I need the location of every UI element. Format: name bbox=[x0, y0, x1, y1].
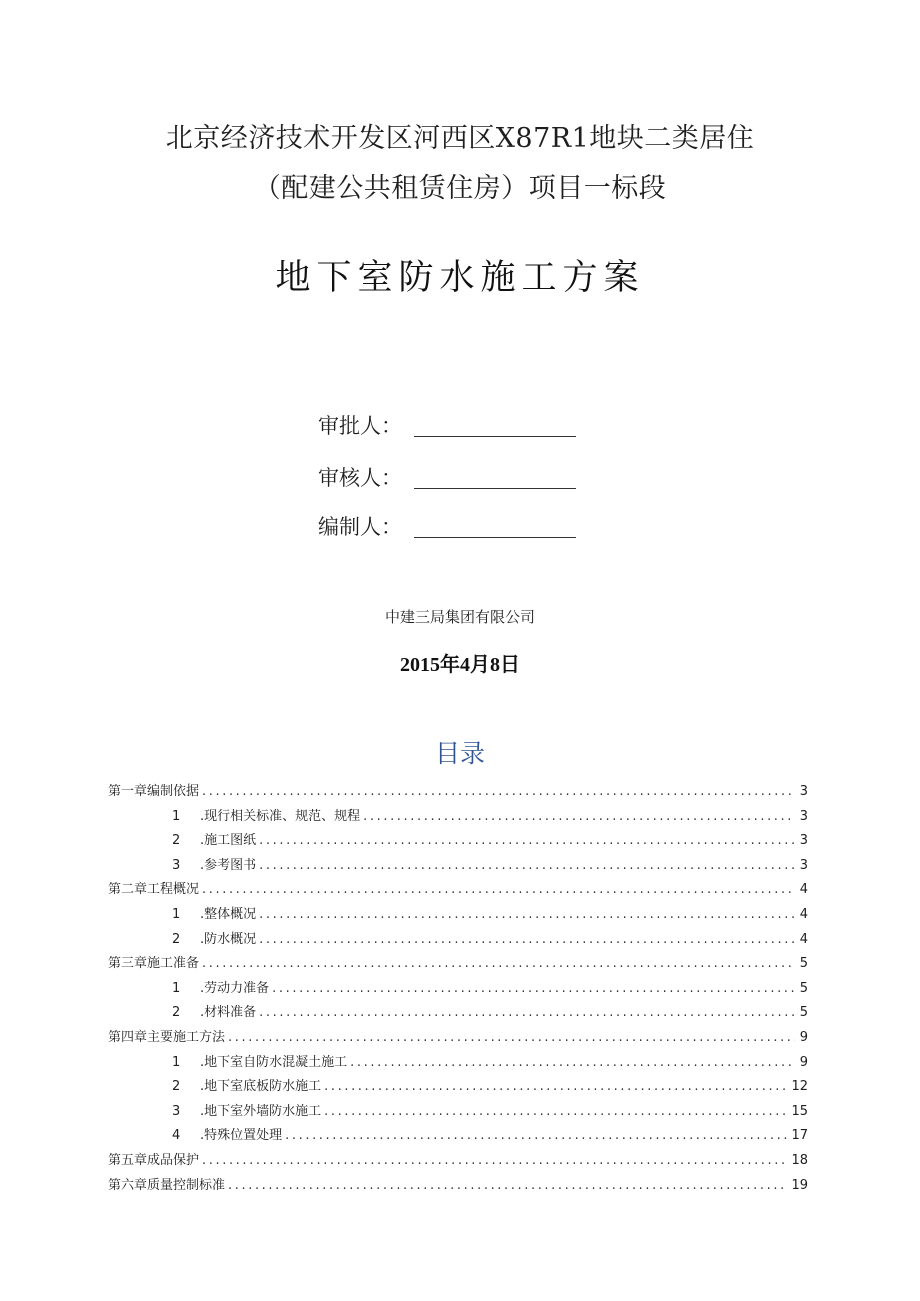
toc-entry-number: 3 bbox=[172, 1103, 181, 1119]
toc-entry-label: 第五章成品保护 bbox=[108, 1152, 200, 1168]
reviewer-signature-line bbox=[414, 488, 576, 489]
toc-entry-label: 第四章主要施工方法 bbox=[108, 1029, 226, 1045]
toc-dot-leader bbox=[285, 1128, 788, 1143]
toc-entry-label: 第二章工程概况 bbox=[108, 882, 200, 898]
toc-dot-leader bbox=[324, 1079, 788, 1094]
toc-entry-page: 5 bbox=[799, 1005, 808, 1021]
toc-dot-leader bbox=[324, 1104, 788, 1119]
toc-entry[interactable] bbox=[108, 829, 808, 854]
project-title-line-2: （配建公共租赁住房）项目一标段 bbox=[253, 173, 667, 204]
toc-entry-page: 9 bbox=[799, 1054, 808, 1070]
toc-entry-label: .施工图纸 bbox=[200, 833, 257, 849]
toc-entry[interactable] bbox=[108, 1001, 808, 1026]
toc-entry[interactable] bbox=[108, 952, 808, 977]
toc-entry-label: .现行相关标准、规范、规程 bbox=[200, 808, 361, 824]
toc-entry-number: 4 bbox=[172, 1128, 181, 1144]
compiler-label: 编制人： bbox=[318, 515, 402, 539]
toc-entry-label: 第一章编制依据 bbox=[108, 784, 200, 799]
toc-entry-page: 17 bbox=[791, 1128, 808, 1144]
toc-dot-leader bbox=[202, 956, 795, 971]
document-main-title: 地下室防水施工方案 bbox=[275, 258, 645, 298]
toc-entry-page: 19 bbox=[791, 1177, 808, 1193]
toc-dot-leader bbox=[259, 1005, 795, 1020]
toc-entry-label: .参考图书 bbox=[200, 857, 257, 873]
toc-entry-page: 12 bbox=[791, 1079, 808, 1095]
toc-entry[interactable] bbox=[108, 903, 808, 928]
toc-entry[interactable] bbox=[108, 805, 808, 830]
toc-entry-page: 15 bbox=[791, 1103, 808, 1119]
toc-entry-page: 4 bbox=[799, 931, 808, 947]
toc-entry-label: 第六章质量控制标准 bbox=[108, 1177, 226, 1193]
toc-dot-leader bbox=[202, 784, 795, 799]
approver-label: 审批人： bbox=[318, 414, 402, 438]
toc-entry[interactable] bbox=[108, 928, 808, 953]
toc-entry-page: 4 bbox=[799, 882, 808, 898]
toc-dot-leader bbox=[259, 833, 795, 848]
toc-dot-leader bbox=[363, 809, 795, 824]
toc-entry[interactable] bbox=[108, 780, 808, 805]
reviewer-label: 审核人： bbox=[318, 466, 402, 490]
toc-entry-label: .防水概况 bbox=[200, 931, 257, 947]
project-title-line-1: 北京经济技术开发区河西区X87R1地块二类居住 bbox=[165, 123, 755, 154]
toc-entry-label: .地下室底板防水施工 bbox=[200, 1079, 322, 1095]
toc-entry-number: 1 bbox=[172, 1054, 181, 1070]
toc-entry[interactable] bbox=[108, 854, 808, 879]
toc-entry[interactable] bbox=[108, 1100, 808, 1125]
compiler-row bbox=[318, 511, 410, 541]
toc-dot-leader bbox=[350, 1055, 795, 1070]
toc-entry-page: 4 bbox=[799, 906, 808, 922]
toc-entry[interactable] bbox=[108, 1026, 808, 1051]
toc-dot-leader bbox=[202, 882, 795, 897]
toc-entry-number: 2 bbox=[172, 1005, 181, 1021]
approver-signature-line bbox=[414, 436, 576, 437]
toc-dot-leader bbox=[228, 1030, 795, 1045]
toc-dot-leader bbox=[202, 1153, 788, 1168]
toc-entry[interactable] bbox=[108, 977, 808, 1002]
toc-dot-leader bbox=[259, 858, 795, 873]
toc-entry-label: .地下室自防水混凝土施工 bbox=[200, 1054, 348, 1070]
document-date: 2015年4月8日 bbox=[400, 654, 520, 676]
toc-entry-label: .特殊位置处理 bbox=[200, 1128, 283, 1144]
toc-entry-page: 3 bbox=[799, 833, 808, 849]
toc-entry[interactable] bbox=[108, 1051, 808, 1076]
table-of-contents bbox=[108, 780, 808, 1198]
toc-dot-leader bbox=[259, 907, 795, 922]
toc-dot-leader bbox=[228, 1178, 788, 1193]
toc-entry-page: 5 bbox=[799, 956, 808, 972]
toc-entry-number: 1 bbox=[172, 906, 181, 922]
toc-entry-page: 9 bbox=[799, 1029, 808, 1045]
toc-entry-page: 5 bbox=[799, 980, 808, 996]
toc-entry-page: 18 bbox=[791, 1152, 808, 1168]
toc-entry[interactable] bbox=[108, 878, 808, 903]
toc-entry-label: .劳动力准备 bbox=[200, 980, 270, 996]
toc-dot-leader bbox=[272, 981, 795, 996]
compiler-signature-line bbox=[414, 537, 576, 538]
toc-entry-label: .材料准备 bbox=[200, 1005, 257, 1021]
toc-entry-page: 3 bbox=[799, 784, 808, 799]
toc-entry-page: 3 bbox=[799, 857, 808, 873]
toc-entry-number: 2 bbox=[172, 833, 181, 849]
toc-entry-label: 第三章施工准备 bbox=[108, 956, 200, 972]
toc-entry-page: 3 bbox=[799, 808, 808, 824]
toc-entry-number: 1 bbox=[172, 808, 181, 824]
toc-dot-leader bbox=[259, 932, 795, 947]
toc-entry[interactable] bbox=[108, 1174, 808, 1199]
toc-entry-number: 2 bbox=[172, 931, 181, 947]
toc-entry-number: 2 bbox=[172, 1079, 181, 1095]
toc-entry[interactable] bbox=[108, 1124, 808, 1149]
toc-entry[interactable] bbox=[108, 1075, 808, 1100]
toc-entry-label: .地下室外墙防水施工 bbox=[200, 1103, 322, 1119]
toc-entry-number: 3 bbox=[172, 857, 181, 873]
toc-title: 目录 bbox=[434, 739, 485, 768]
toc-entry-label: .整体概况 bbox=[200, 906, 257, 922]
approver-row bbox=[318, 410, 410, 440]
toc-entry-number: 1 bbox=[172, 980, 181, 996]
company-name: 中建三局集团有限公司 bbox=[384, 608, 535, 626]
reviewer-row bbox=[318, 462, 410, 492]
toc-entry[interactable] bbox=[108, 1149, 808, 1174]
